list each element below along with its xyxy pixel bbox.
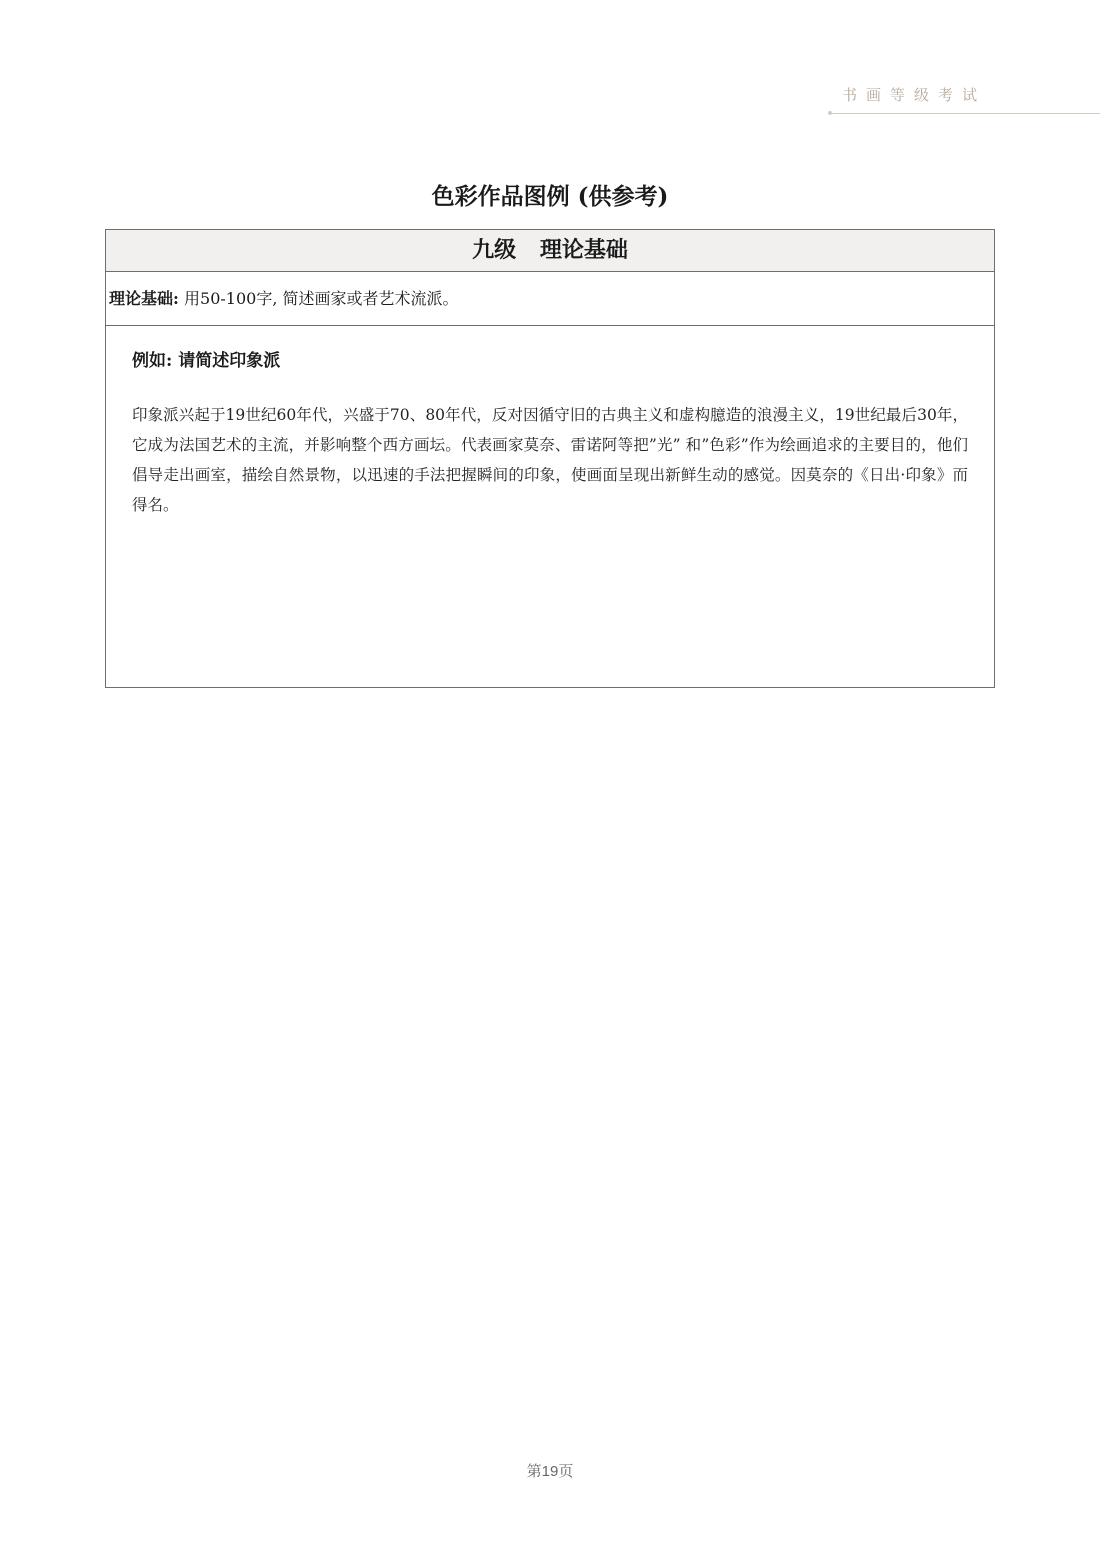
running-header: 书画等级考试 xyxy=(842,86,987,104)
task-text: 用50-100字, 简述画家或者艺术流派。 xyxy=(178,289,459,308)
example-section xyxy=(106,326,994,520)
box-header: 九级 理论基础 xyxy=(106,230,994,272)
page-title: 色彩作品图例 (供参考) xyxy=(431,183,669,210)
page-number: 第19页 xyxy=(526,1463,574,1480)
example-heading: 例如: 请简述印象派 xyxy=(132,351,281,371)
header-rule xyxy=(830,113,1100,114)
task-row xyxy=(106,272,994,326)
example-text: 印象派兴起于19世纪60年代，兴盛于70、80年代，反对因循守旧的古典主义和虚构臆造的浪漫主义，19世纪最后30年，它成为法国艺术的主流，并影响整个西方画坛。代表画家莫奈、雷诺阿等把”光” 和”色彩”作为绘画追求的主要目的，他们倡导走出画室，描绘自然景物，以迅速的手法把握瞬间的印象，使画面呈现出新鲜生动的感觉。因莫奈的《日出·印象》而得名。 xyxy=(132,406,968,514)
task-label: 理论基础: xyxy=(109,289,179,308)
content-box xyxy=(105,229,995,688)
